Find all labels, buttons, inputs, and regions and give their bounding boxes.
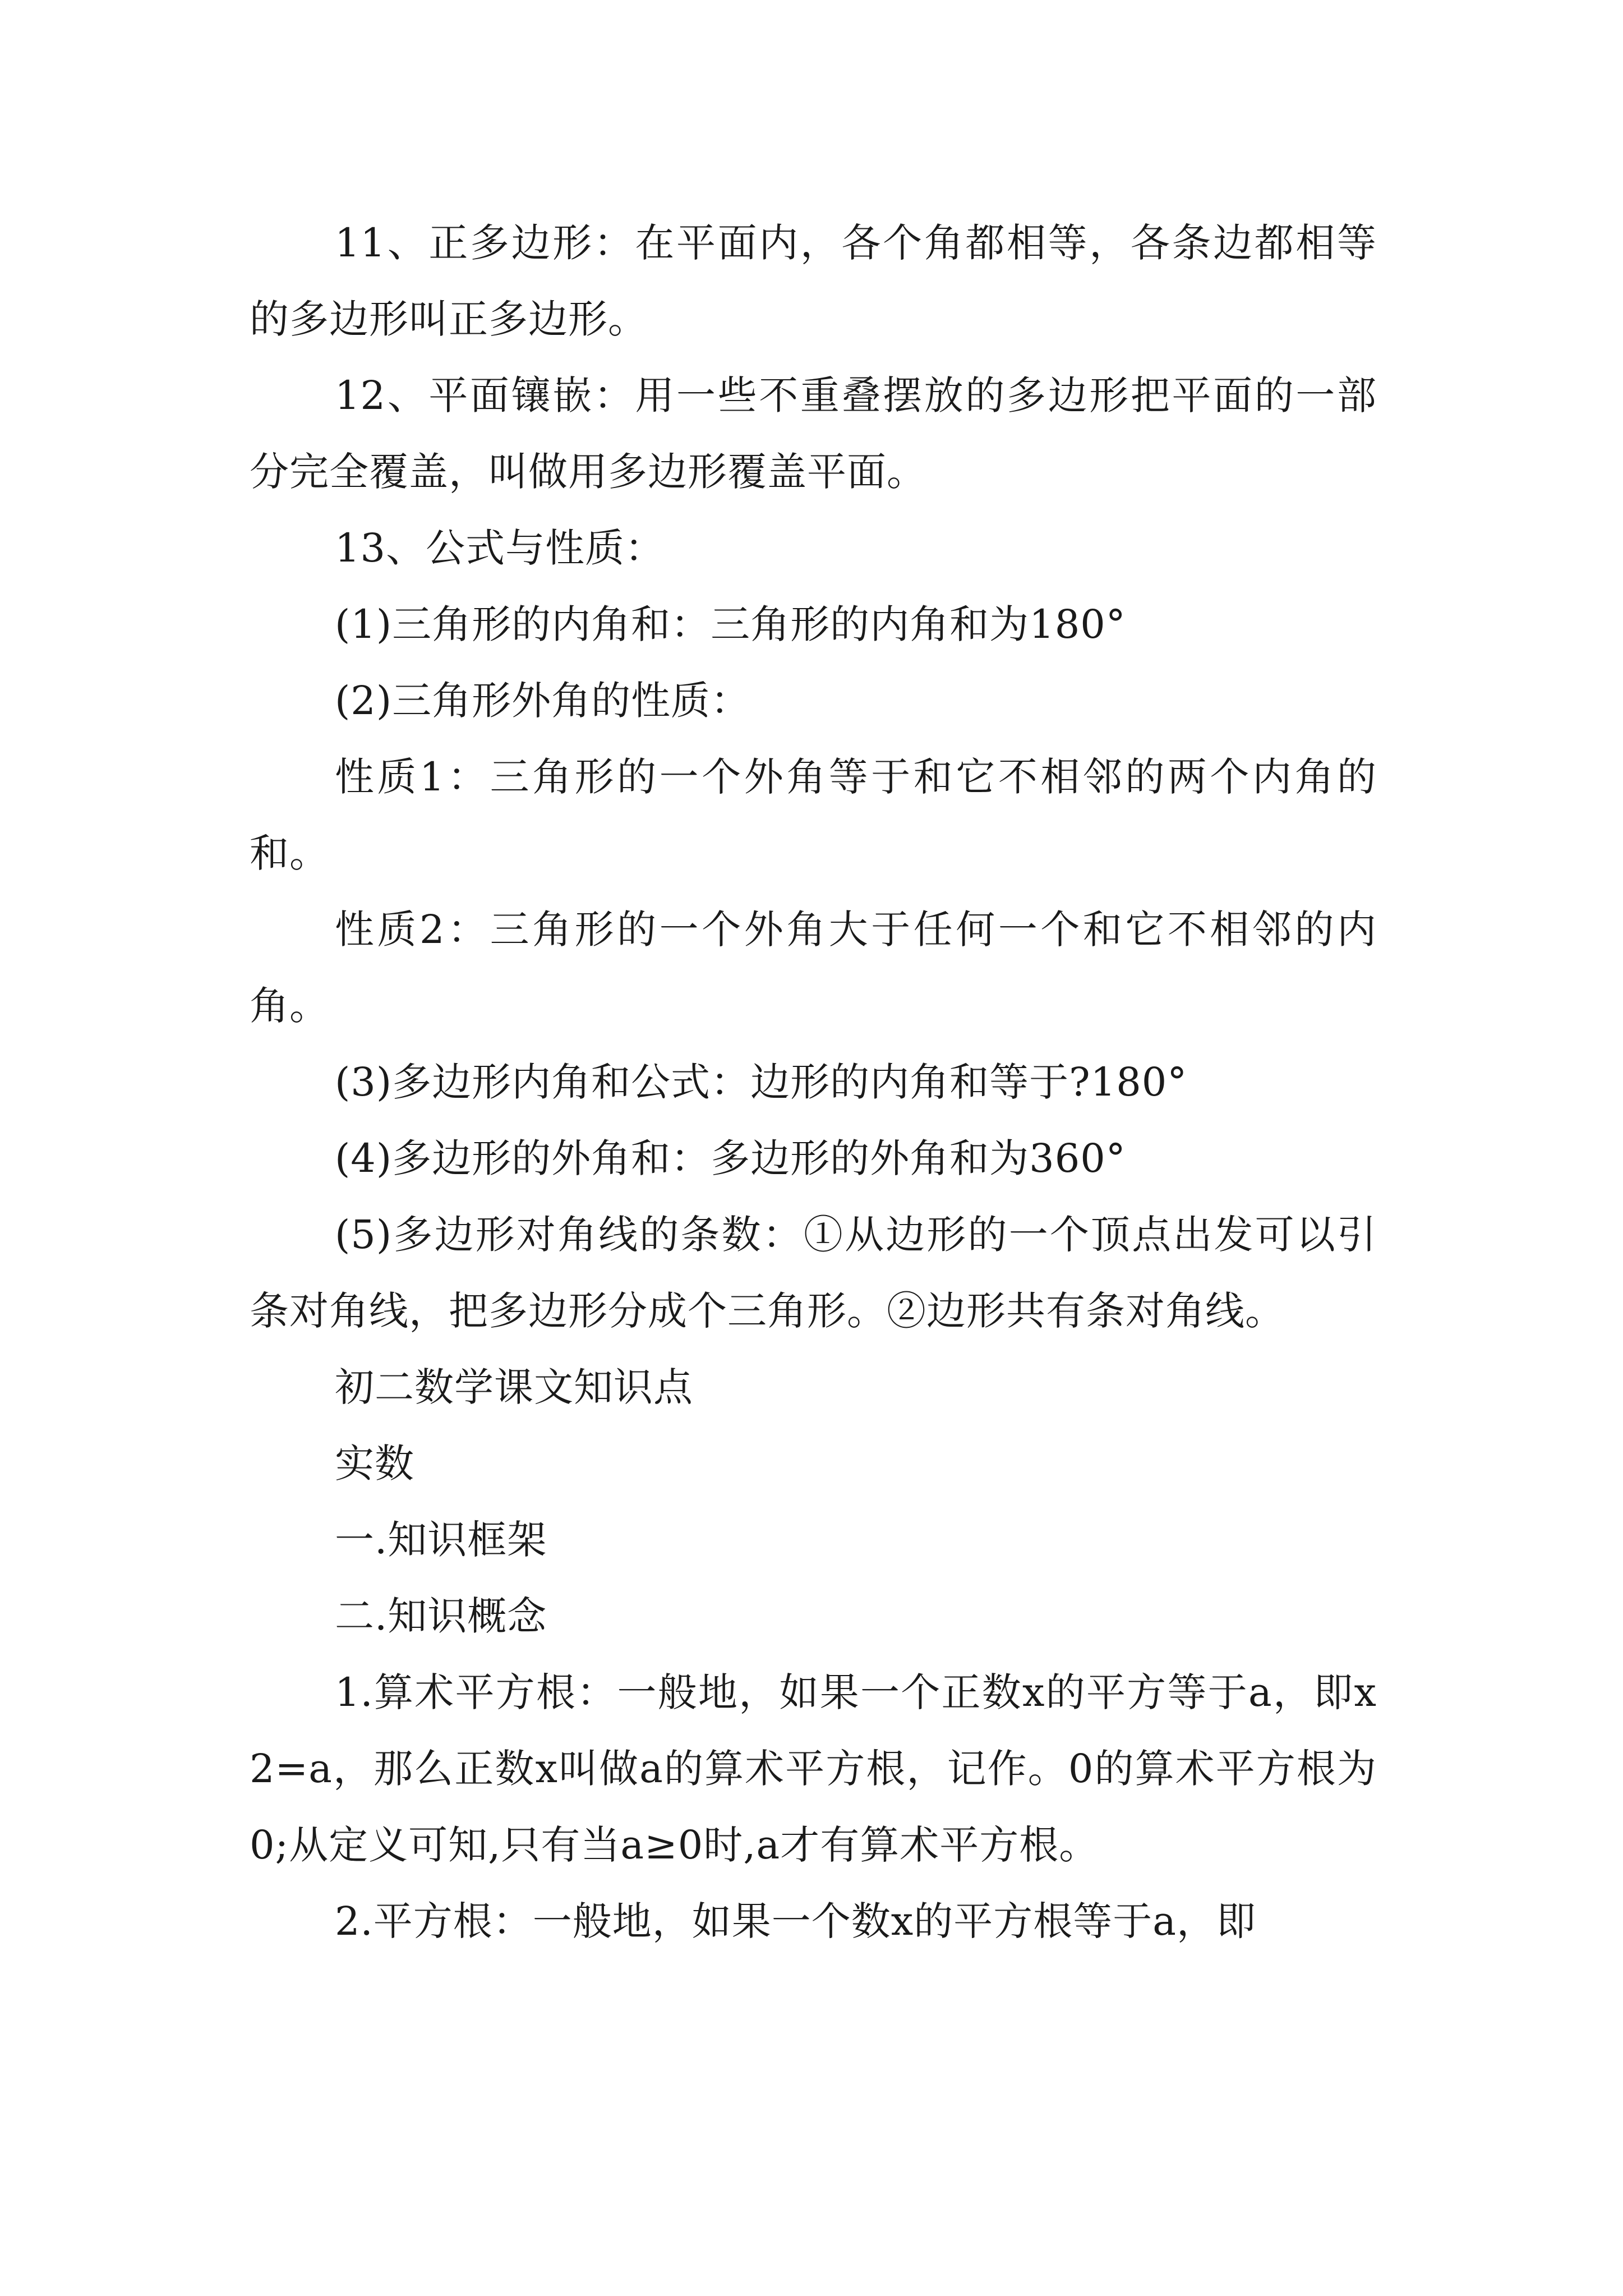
section-title: 初二数学课文知识点 [335, 1364, 693, 1410]
paragraph-formulas-heading: 13、公式与性质： [335, 525, 665, 571]
paragraph-knowledge-concepts: 二.知识概念 [335, 1593, 547, 1639]
paragraph-exterior-angle-heading: (2)三角形外角的性质： [335, 678, 751, 724]
paragraph-polygon-interior-sum: (3)多边形内角和公式：边形的内角和等于?180° [335, 1059, 1188, 1105]
paragraph-knowledge-framework: 一.知识框架 [335, 1517, 547, 1563]
paragraph-square-root: 2.平方根：一般地，如果一个数x的平方根等于a，即 [335, 1898, 1256, 1944]
paragraph-triangle-angle-sum: (1)三角形的内角和：三角形的内角和为180° [335, 601, 1126, 647]
paragraph-regular-polygon: 11、正多边形：在平面内，各个角都相等，各条边都相等的多边形叫正多边形。 [250, 220, 1377, 342]
paragraph-diagonals: (5)多边形对角线的条数：①从边形的一个顶点出发可以引条对角线，把多边形分成个三角形。②边形共有条对角线。 [250, 1212, 1377, 1334]
paragraph-property-2: 性质2：三角形的一个外角大于任何一个和它不相邻的内角。 [250, 907, 1377, 1029]
paragraph-arithmetic-square-root: 1.算术平方根：一般地，如果一个正数x的平方等于a，即x2=a，那么正数x叫做a的算术平方根，记作。0的算术平方根为0;从定义可知,只有当a≥0时,a才有算术平方根。 [250, 1669, 1377, 1868]
chapter-title: 实数 [335, 1441, 414, 1487]
paragraph-property-1: 性质1：三角形的一个外角等于和它不相邻的两个内角的和。 [250, 754, 1377, 876]
paragraph-plane-tessellation: 12、平面镶嵌：用一些不重叠摆放的多边形把平面的一部分完全覆盖，叫做用多边形覆盖平面。 [250, 372, 1377, 495]
document-body [250, 205, 1377, 1959]
paragraph-polygon-exterior-sum: (4)多边形的外角和：多边形的外角和为360° [335, 1135, 1126, 1181]
